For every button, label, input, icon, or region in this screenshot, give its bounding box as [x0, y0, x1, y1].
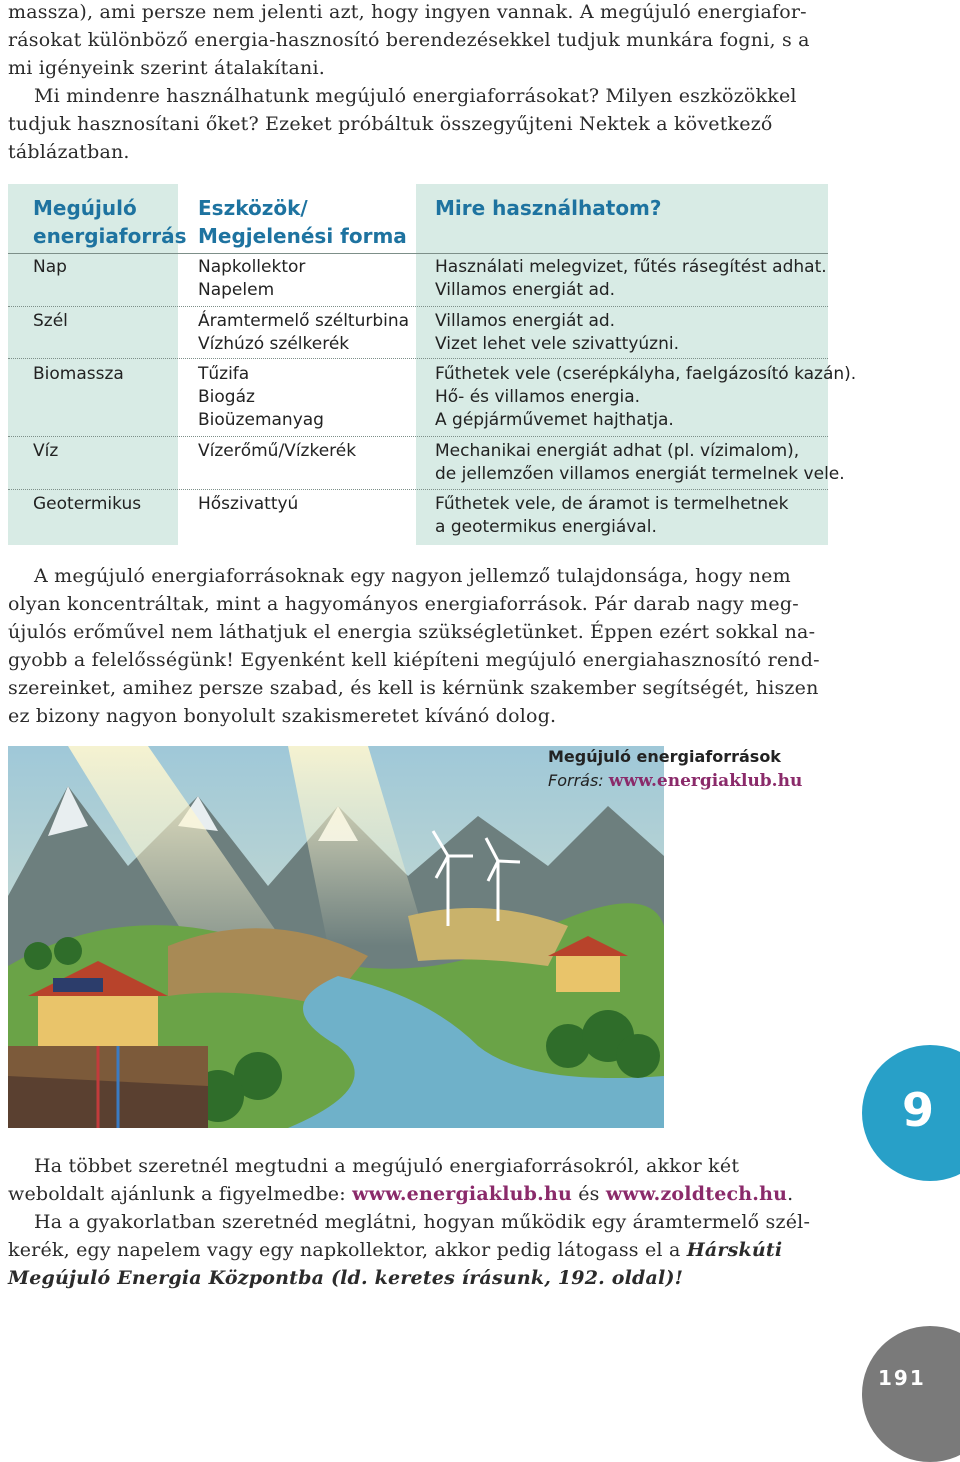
caption-title: Megújuló energiaforrások [548, 747, 781, 766]
header-tools: Eszközök/ Megjelenési forma [198, 196, 407, 248]
link-zoldtech[interactable]: www.zoldtech.hu [605, 1183, 788, 1205]
caption-source-label: Forrás: [548, 771, 604, 790]
header-uses: Mire használhatom? [435, 196, 662, 220]
row-water-uses: Mechanikai energiát adhat (pl. vízimalom), de jellemzően villamos energiát termelnek vele. [435, 441, 845, 484]
caption-source-link[interactable]: www.energiaklub.hu [608, 771, 803, 791]
intro-paragraph-2: Mi mindenre használhatunk megújuló energiaforrásokat? Milyen eszközökkel tudjuk hasznosítani őket? Ezeket próbáltuk összegyűjteni Nektek a következő táblázatban. [8, 85, 797, 163]
harskut-reference: Hárskúti Megújuló Energia Központba (ld. keretes írásunk, 192. oldal)! [8, 1239, 783, 1289]
page-number-badge [862, 1326, 960, 1462]
row-sun-uses: Használati melegvizet, fűtés rásegítést adhat. Villamos energiát ad. [435, 257, 827, 300]
page-number: 191 [878, 1366, 926, 1390]
row-geothermal-uses: Fűthetek vele, de áramot is termelhetnek a geotermikus energiával. [435, 494, 789, 537]
illustration-caption [548, 745, 838, 793]
row-water-source: Víz [33, 441, 59, 461]
row-geothermal-tools: Hőszivattyú [198, 494, 299, 514]
landscape-illustration [8, 746, 664, 1128]
bottom-paragraph-2: Ha a gyakorlatban szeretnéd meglátni, hogyan működik egy áramtermelő szélkerék, egy napelem vagy egy napkollektor, akkor pedig látogass el a Hárskúti Megújuló Energia Központba (ld. keretes írásunk, 192. oldal)! [8, 1211, 810, 1289]
middle-paragraph: A megújuló energiaforrásoknak egy nagyon jellemző tulajdonsága, hogy nem olyan koncentráltak, mint a hagyományos energiaforrások. Pár darab nagy megújulós erőművel nem láthatjuk el energia szükségletünket. Éppen ezért sokkal nagyobb a felelősségünk! Egyenként kell kiépíteni megújuló energiahasznosító rendszereinket, amihez persze szabad, és kell is kérnünk szakember segítségét, hiszen ez bizony nagyon bonyolult szakismeretet kívánó dolog. [8, 565, 820, 727]
row-biomass-uses: Fűthetek vele (cserépkályha, faelgázosító kazán). Hő- és villamos energia. A gépjárművemet hajthatja. [435, 364, 857, 430]
link-energiaklub[interactable]: www.energiaklub.hu [352, 1183, 572, 1205]
row-wind-source: Szél [33, 311, 68, 331]
renewable-energy-illustration [8, 746, 664, 1128]
row-sun-tools: Napkollektor Napelem [198, 257, 306, 300]
intro-text [8, 0, 828, 166]
row-wind-tools: Áramtermelő szélturbina Vízhúzó szélkerék [198, 311, 410, 354]
energy-table [8, 184, 857, 545]
bottom-text [8, 1152, 828, 1292]
row-geothermal-source: Geotermikus [33, 494, 142, 514]
row-biomass-tools: Tűzifa Biogáz Bioüzemanyag [198, 364, 324, 430]
chapter-number: 9 [902, 1083, 935, 1137]
row-sun-source: Nap [33, 257, 67, 277]
bottom-paragraph-1: Ha többet szeretnél megtudni a megújuló energiaforrásokról, akkor két weboldalt ajánlunk a figyelmedbe: www.energiaklub.hu és www.zoldtech.hu. [8, 1155, 794, 1205]
row-biomass-source: Biomassza [33, 364, 124, 384]
row-wind-uses: Villamos energiát ad. Vizet lehet vele szivattyúzni. [435, 311, 679, 354]
chapter-badge [862, 1045, 960, 1181]
row-water-tools: Vízerőmű/Vízkerék [198, 441, 357, 461]
header-source: Megújuló energiaforrás [33, 196, 187, 248]
intro-paragraph-1: massza), ami persze nem jelenti azt, hogy ingyen vannak. A megújuló energiaforrásokat különböző energia-hasznosító berendezésekkel tudjuk munkára fogni, s a mi igényeink szerint átalakítani. [8, 1, 810, 79]
